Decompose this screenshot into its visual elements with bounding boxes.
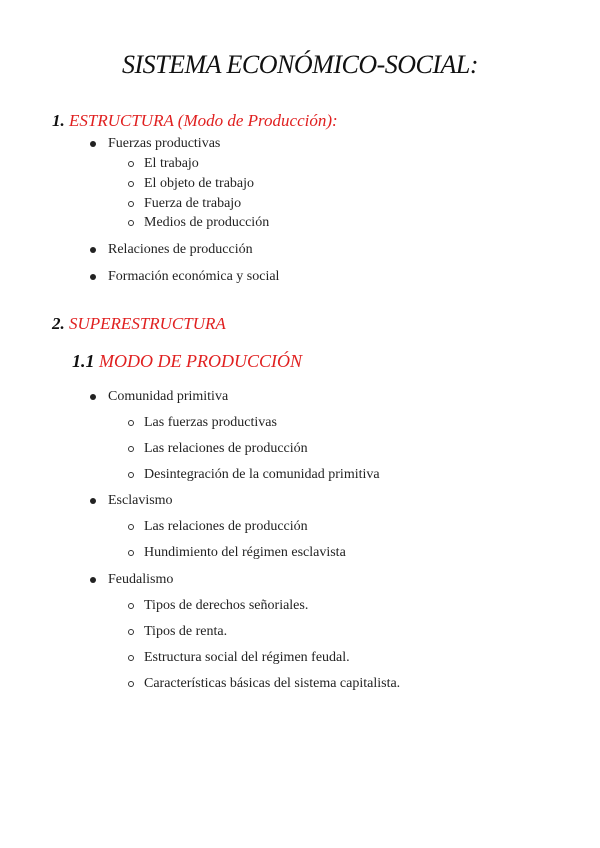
section-2-heading [52,314,226,334]
sub-list-item: Hundimiento del régimen esclavista [128,545,346,561]
list-item: Comunidad primitiva [90,389,228,405]
list-item: Feudalismo [90,572,173,588]
bullet-icon [90,247,96,253]
circle-bullet-icon [128,181,134,187]
section-1-heading [52,111,338,131]
sub-list-item: Tipos de renta. [128,624,227,640]
list-item: Relaciones de producción [90,242,253,258]
sub-list-item: Las relaciones de producción [128,441,308,457]
sub-list-item: Desintegración de la comunidad primitiva [128,467,380,483]
list-item: Formación económica y social [90,269,279,285]
sub-list-item: El objeto de trabajo [128,176,254,192]
sub-list-item: Medios de producción [128,215,269,231]
circle-bullet-icon [128,161,134,167]
circle-bullet-icon [128,655,134,661]
circle-bullet-icon [128,472,134,478]
subsection-1-1-title: MODO DE PRODUCCIÓN [99,351,302,371]
circle-bullet-icon [128,629,134,635]
subsection-1-1-heading [72,351,302,372]
bullet-icon [90,141,96,147]
sub-list-item: Estructura social del régimen feudal. [128,650,350,666]
sub-list-item: Las fuerzas productivas [128,415,277,431]
section-2-title: SUPERESTRUCTURA [69,314,226,333]
circle-bullet-icon [128,681,134,687]
subsection-1-1-number: 1.1 [72,351,95,371]
page-title: SISTEMA ECONÓMICO-SOCIAL: [121,50,479,79]
bullet-icon [90,274,96,280]
sub-list-item: Características básicas del sistema capitalista. [128,676,400,692]
circle-bullet-icon [128,446,134,452]
sub-list-item: El trabajo [128,156,199,172]
circle-bullet-icon [128,420,134,426]
list-item: Esclavismo [90,493,173,509]
bullet-icon [90,394,96,400]
sub-list-item: Fuerza de trabajo [128,196,241,212]
circle-bullet-icon [128,201,134,207]
section-2-number: 2. [52,314,65,333]
section-1-title: ESTRUCTURA (Modo de Producción): [69,111,338,130]
circle-bullet-icon [128,220,134,226]
circle-bullet-icon [128,603,134,609]
section-1-number: 1. [52,111,65,130]
bullet-icon [90,498,96,504]
sub-list-item: Tipos de derechos señoriales. [128,598,308,614]
sub-list-item: Las relaciones de producción [128,519,308,535]
circle-bullet-icon [128,524,134,530]
list-item: Fuerzas productivas [90,136,220,152]
bullet-icon [90,577,96,583]
circle-bullet-icon [128,550,134,556]
